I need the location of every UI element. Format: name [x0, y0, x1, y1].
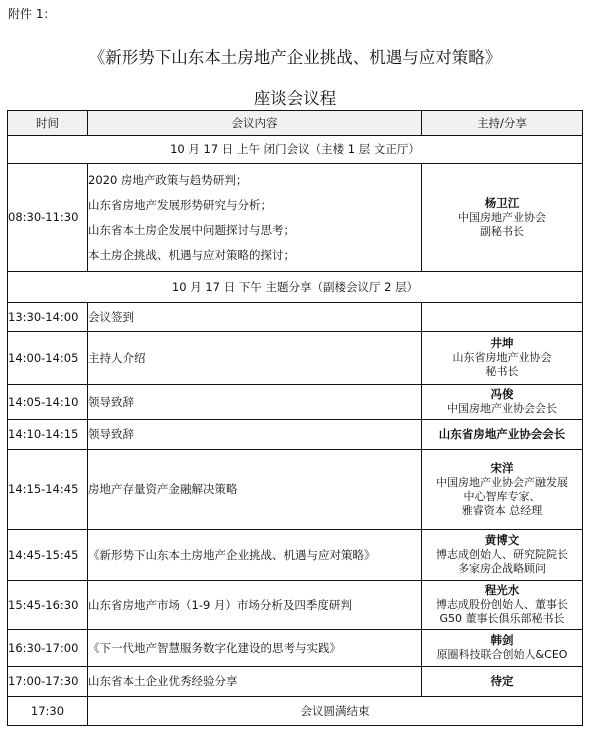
table-row — [8, 667, 583, 697]
row-time: 14:05-14:10 — [8, 385, 88, 420]
table-header-row — [8, 111, 583, 136]
host-title: 中心智库专家、 — [463, 489, 541, 503]
row-host — [422, 420, 583, 450]
closing-content: 会议圆满结束 — [88, 697, 583, 726]
host-name: 宋洋 — [490, 460, 514, 475]
header-host: 主持/分享 — [422, 111, 583, 136]
row-content: 《下一代地产智慧服务数字化建设的思考与实践》 — [88, 630, 422, 667]
topic-item: 山东省本土房企发展中问题探讨与思考； — [88, 222, 295, 237]
attachment-label: 附件 1： — [8, 7, 56, 21]
host-title: 原圈科技联合创始人&CEO — [436, 648, 568, 662]
host-title: 副秘书长 — [480, 224, 524, 238]
host-title: 雅睿资本 总经理 — [461, 504, 543, 518]
host-title: 博志成创始人、研究院院长 — [436, 548, 568, 562]
host-name: 黄博文 — [484, 533, 520, 548]
row-host — [422, 630, 583, 667]
host-title: 中国房地产业协会产融发展 — [436, 475, 568, 489]
row-host — [422, 667, 583, 697]
host-name: 山东省房地产业协会会长 — [438, 427, 566, 442]
topic-item: 山东省房地产发展形势研究与分析； — [88, 197, 272, 212]
header-content: 会议内容 — [88, 111, 422, 136]
row-time: 14:00-14:05 — [8, 332, 88, 385]
host-name: 井坤 — [490, 336, 514, 351]
host-title: 多家房企战略顾问 — [458, 562, 546, 576]
host-title: 博志成股份创始人、董事长 — [436, 598, 568, 612]
document-title: 《新形势下山东本土房地产企业挑战、机遇与应对策略》 — [88, 48, 502, 67]
host-name: 韩剑 — [490, 633, 514, 648]
row-time: 15:45-16:30 — [8, 581, 88, 630]
host-name: 待定 — [490, 674, 514, 689]
row-time: 14:10-14:15 — [8, 420, 88, 450]
table-row — [8, 385, 583, 420]
host-title: 中国房地产业协会 — [458, 210, 546, 224]
row-content: 会议签到 — [88, 303, 422, 332]
table-row — [8, 332, 583, 385]
table-row — [8, 630, 583, 667]
table-row — [8, 450, 583, 530]
section-label-morning: 10 月 17 日 上午 闭门会议（主楼 1 层 文正厅） — [8, 136, 583, 164]
row-host — [422, 581, 583, 630]
row-content: 领导致辞 — [88, 420, 422, 450]
morning-topics — [88, 164, 421, 271]
header-time: 时间 — [8, 111, 88, 136]
closing-row — [8, 697, 583, 726]
row-host — [422, 303, 583, 332]
row-host — [422, 450, 583, 530]
topic-item: 2020 房地产政策与趋势研判； — [88, 172, 248, 187]
host-name: 程光水 — [484, 583, 520, 598]
table-row — [8, 530, 583, 581]
section-label-afternoon: 10 月 17 日 下午 主题分享（副楼会议厅 2 层） — [8, 272, 583, 303]
host-title: 秘书长 — [485, 365, 519, 379]
row-content: 主持人介绍 — [88, 332, 422, 385]
row-host — [422, 530, 583, 581]
row-time: 08:30-11:30 — [8, 164, 88, 272]
host-title: 山东省房地产业协会 — [452, 351, 552, 365]
section-row-morning — [8, 136, 583, 164]
row-time: 16:30-17:00 — [8, 630, 88, 667]
host-title: 中国房地产业协会会长 — [447, 402, 557, 416]
row-host — [422, 385, 583, 420]
row-content — [88, 164, 422, 272]
row-host — [422, 332, 583, 385]
section-row-afternoon — [8, 272, 583, 303]
row-time: 14:45-15:45 — [8, 530, 88, 581]
row-content: 山东省房地产市场（1-9 月）市场分析及四季度研判 — [88, 581, 422, 630]
row-time: 17:30 — [8, 697, 88, 726]
row-time: 14:15-14:45 — [8, 450, 88, 530]
row-host — [422, 164, 583, 272]
agenda-table — [7, 110, 583, 726]
table-row — [8, 420, 583, 450]
row-content: 《新形势下山东本土房地产企业挑战、机遇与应对策略》 — [88, 530, 422, 581]
topic-item: 本土房企挑战、机遇与应对策略的探讨； — [88, 247, 295, 262]
table-row — [8, 303, 583, 332]
row-content: 房地产存量资产金融解决策略 — [88, 450, 422, 530]
document-subtitle: 座谈会议程 — [253, 89, 337, 108]
host-name: 冯俊 — [490, 387, 514, 402]
row-content: 领导致辞 — [88, 385, 422, 420]
row-time: 13:30-14:00 — [8, 303, 88, 332]
table-row — [8, 581, 583, 630]
row-content: 山东省本土企业优秀经验分享 — [88, 667, 422, 697]
host-name: 杨卫江 — [484, 195, 520, 210]
host-title: G50 董事长俱乐部秘书长 — [439, 612, 565, 626]
row-time: 17:00-17:30 — [8, 667, 88, 697]
table-row-morning — [8, 164, 583, 272]
